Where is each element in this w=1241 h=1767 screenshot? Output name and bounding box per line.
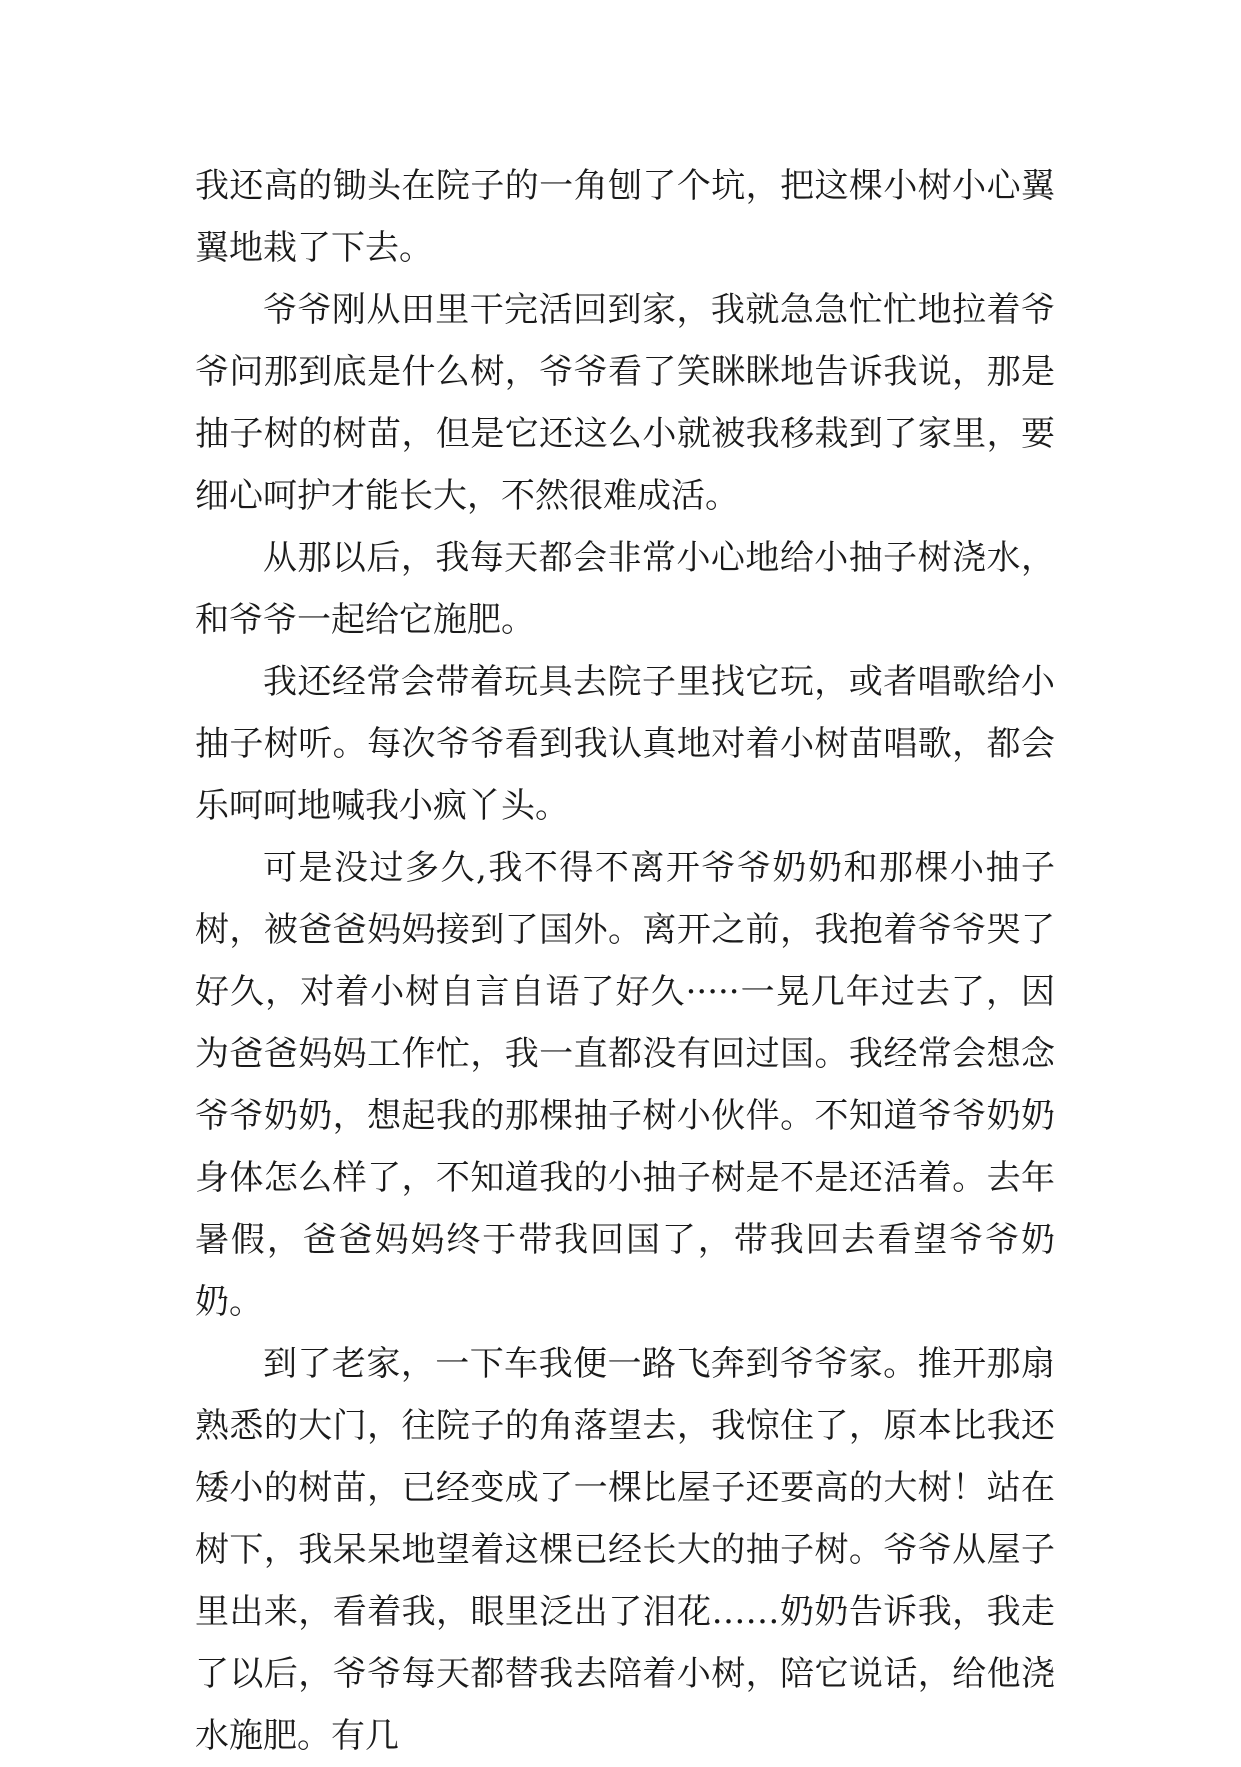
paragraph-3: 从那以后，我每天都会非常小心地给小抽子树浇水，和爷爷一起给它施肥。 — [195, 538, 1055, 640]
paragraph-1: 我还高的锄头在院子的一角刨了个坑，把这棵小树小心翼翼地栽了下去。 — [195, 166, 1055, 268]
paragraph-5: 可是没过多久,我不得不离开爷爷奶奶和那棵小抽子树，被爸爸妈妈接到了国外。离开之前，我抱着爷爷哭了好久，对着小树自言自语了好久·····一晃几年过去了，因为爸爸妈妈工作忙，我一直都没有回过国。我经常会想念爷爷奶奶，想起我的那棵抽子树小伙伴。不知道爷爷奶奶身体怎么样了，不知道我的小抽子树是不是还活着。去年暑假，爸爸妈妈终于带我回国了，带我回去看望爷爷奶奶。 — [195, 848, 1055, 1322]
paragraph-2: 爷爷刚从田里干完活回到家，我就急急忙忙地拉着爷爷问那到底是什么树，爷爷看了笑眯眯地告诉我说，那是抽子树的树苗，但是它还这么小就被我移栽到了家里，要细心呵护才能长大，不然很难成活。 — [195, 290, 1055, 516]
document-body — [195, 155, 1055, 1767]
paragraph-6: 到了老家，一下车我便一路飞奔到爷爷家。推开那扇熟悉的大门，往院子的角落望去，我惊住了，原本比我还矮小的树苗，已经变成了一棵比屋子还要高的大树！站在树下，我呆呆地望着这棵已经长大的抽子树。爷爷从屋子里出来，看着我，眼里泛出了泪花……奶奶告诉我，我走了以后，爷爷每天都替我去陪着小树，陪它说话，给他浇水施肥。有几 — [195, 1344, 1055, 1756]
paragraph-4: 我还经常会带着玩具去院子里找它玩，或者唱歌给小抽子树听。每次爷爷看到我认真地对着小树苗唱歌，都会乐呵呵地喊我小疯丫头。 — [195, 662, 1055, 826]
